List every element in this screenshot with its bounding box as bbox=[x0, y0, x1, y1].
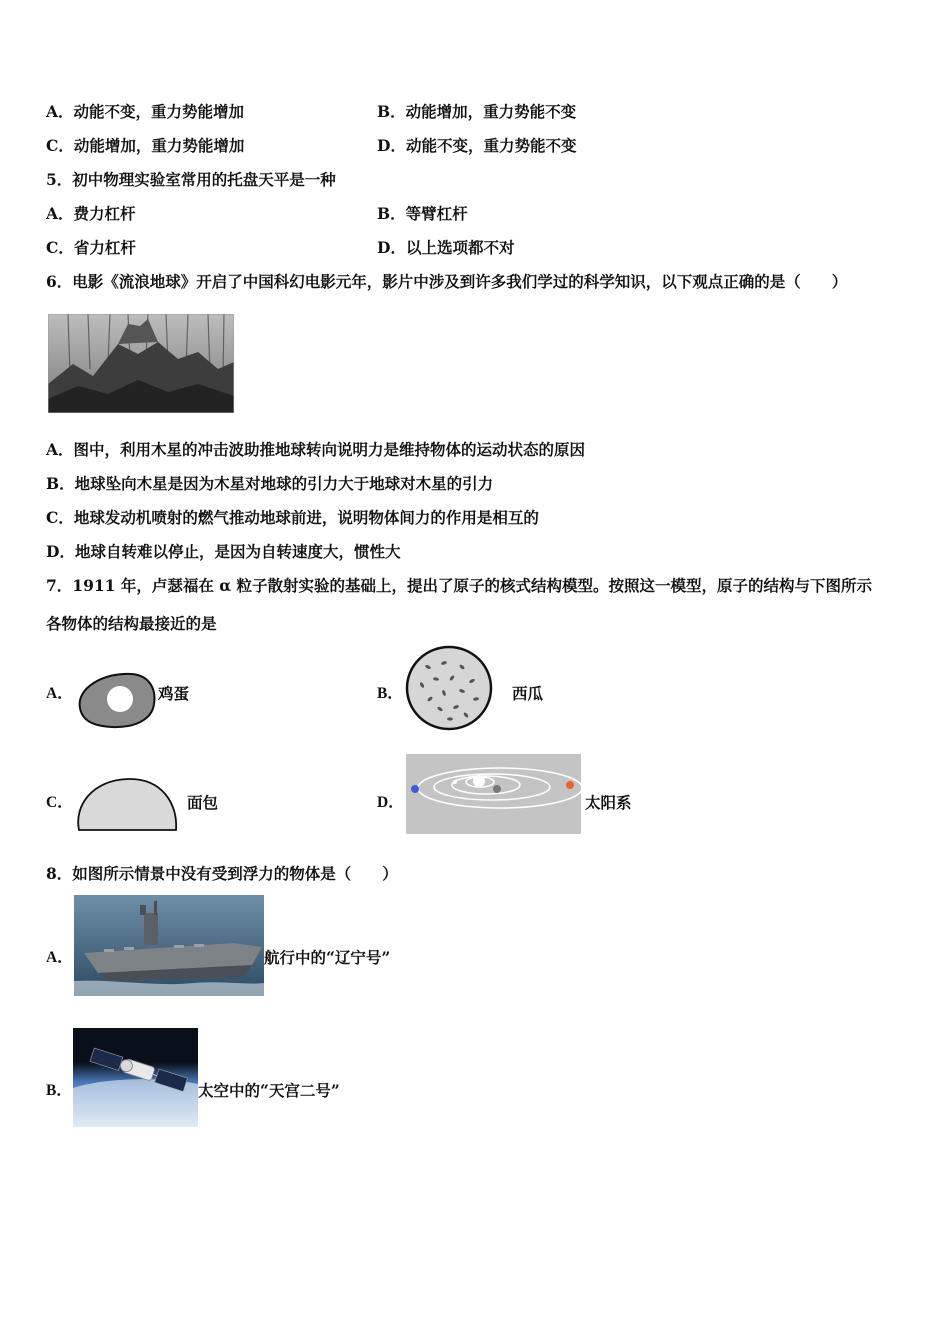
q7-stem-line2: 各物体的结构最接近的是 bbox=[46, 614, 217, 633]
q7-option-a-label: 鸡蛋 bbox=[158, 684, 190, 703]
aircraft-carrier-image bbox=[74, 895, 264, 996]
q8-stem: 8．如图所示情景中没有受到浮力的物体是（ ） bbox=[46, 864, 398, 883]
q5-option-a: A．费力杠杆 bbox=[46, 204, 136, 223]
q5-option-b: B．等臂杠杆 bbox=[377, 204, 468, 223]
q7-option-b-letter: B． bbox=[377, 685, 403, 702]
q8-option-b-label: 太空中的“天宫二号” bbox=[198, 1081, 340, 1100]
q6-option-a: A．图中，利用木星的冲击波助推地球转向说明力是维持物体的运动状态的原因 bbox=[46, 440, 586, 459]
q6-option-d: D．地球自转难以停止，是因为自转速度大，惯性大 bbox=[46, 542, 401, 561]
q7-stem-line1: 7．1911 年，卢瑟福在 α 粒子散射实验的基础上，提出了原子的核式结构模型。按照这一模型，原子的结构与下图所示 bbox=[46, 576, 873, 595]
q8-option-a-label: 航行中的“辽宁号” bbox=[264, 948, 391, 967]
q4-option-a: A．动能不变，重力势能增加 bbox=[46, 102, 245, 121]
q5-option-c: C．省力杠杆 bbox=[46, 238, 136, 257]
bread-diagram bbox=[74, 776, 180, 834]
wandering-earth-image bbox=[48, 314, 234, 413]
q5-option-d: D．以上选项都不对 bbox=[377, 238, 515, 257]
q6-option-b: B．地球坠向木星是因为木星对地球的引力大于地球对木星的引力 bbox=[46, 474, 494, 493]
q7-option-a-letter: A． bbox=[46, 685, 73, 702]
q4-option-d: D．动能不变，重力势能不变 bbox=[377, 136, 577, 155]
watermelon-diagram bbox=[404, 645, 494, 731]
q7-option-c-letter: C． bbox=[46, 794, 73, 811]
space-station-image bbox=[73, 1028, 198, 1127]
q8-option-b-letter: B． bbox=[46, 1082, 72, 1099]
solar-system-diagram bbox=[406, 754, 581, 834]
q7-option-c-label: 面包 bbox=[187, 793, 219, 812]
q6-stem: 6．电影《流浪地球》开启了中国科幻电影元年，影片中涉及到许多我们学过的科学知识，以下观点正确的是（ ） bbox=[46, 272, 848, 291]
q6-option-c: C．地球发动机喷射的燃气推动地球前进，说明物体间力的作用是相互的 bbox=[46, 508, 539, 527]
q4-option-b: B．动能增加，重力势能不变 bbox=[377, 102, 577, 121]
q5-stem: 5．初中物理实验室常用的托盘天平是一种 bbox=[46, 170, 336, 189]
q7-option-d-letter: D． bbox=[377, 794, 404, 811]
q8-option-a-letter: A． bbox=[46, 949, 73, 966]
q4-option-c: C．动能增加，重力势能增加 bbox=[46, 136, 245, 155]
q7-option-d-label: 太阳系 bbox=[585, 793, 632, 812]
egg-diagram bbox=[74, 670, 158, 730]
q7-option-b-label: 西瓜 bbox=[512, 684, 544, 703]
